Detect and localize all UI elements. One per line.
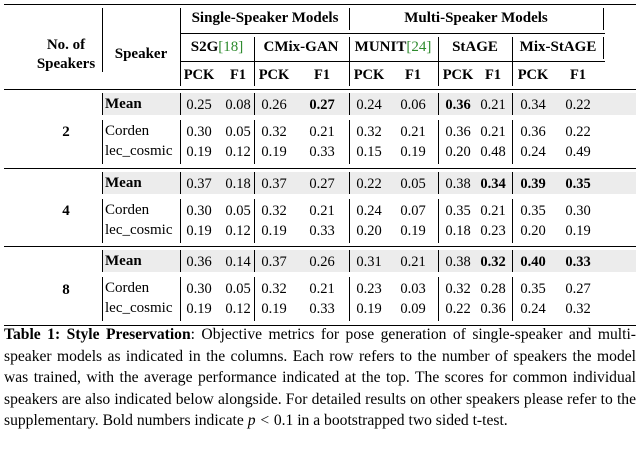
col-divider <box>512 172 513 194</box>
table-cell: 0.37 <box>261 254 287 270</box>
single-speaker-group-header: Single-Speaker Models <box>191 10 339 26</box>
metric-header-f1: F1 <box>569 67 587 83</box>
col-divider <box>349 277 350 321</box>
table-cell: 0.21 <box>480 124 506 140</box>
col-divider <box>254 199 255 243</box>
col-divider <box>512 277 513 321</box>
table-cell: 0.07 <box>400 203 426 219</box>
caption-label: Table 1: <box>4 326 61 343</box>
table-cell: 0.33 <box>309 301 335 317</box>
col-divider <box>102 250 103 272</box>
metric-header-f1: F1 <box>313 67 331 83</box>
metric-header-pck: PCK <box>442 67 474 83</box>
table-cell: 0.34 <box>520 97 546 113</box>
table-cell: 0.12 <box>225 301 251 317</box>
col-divider <box>180 172 181 194</box>
table-cell: 0.21 <box>400 124 426 140</box>
col-divider <box>438 120 439 164</box>
model-header-mix-stage: Mix-StAGE <box>519 39 597 55</box>
table-cell: 0.33 <box>309 144 335 160</box>
table-cell: 0.21 <box>309 203 335 219</box>
table-cell: 0.35 <box>520 203 546 219</box>
col-divider <box>512 37 513 86</box>
col-divider <box>180 8 181 86</box>
mean-row-label: Mean <box>105 96 142 112</box>
col-divider <box>102 8 103 72</box>
mean-row-label: Mean <box>105 253 142 269</box>
table-cell: 0.38 <box>445 176 471 192</box>
table-cell: 0.32 <box>261 281 287 297</box>
table-cell: 0.24 <box>356 203 382 219</box>
table-cell: 0.05 <box>400 176 426 192</box>
table-cell: 0.12 <box>225 144 251 160</box>
table-cell: 0.32 <box>261 203 287 219</box>
metric-header-f1: F1 <box>484 67 502 83</box>
col-divider <box>603 37 604 59</box>
col-divider <box>254 250 255 272</box>
table-cell: 0.19 <box>261 301 287 317</box>
col-divider <box>438 250 439 272</box>
col-divider <box>349 93 350 115</box>
table-cell: 0.18 <box>445 223 471 239</box>
table-cell: 0.06 <box>400 97 426 113</box>
col-divider <box>349 250 350 272</box>
col-divider <box>180 93 181 115</box>
col-divider <box>438 172 439 194</box>
table-cell: 0.22 <box>445 301 471 317</box>
table-cell: 0.19 <box>186 144 212 160</box>
table-cell: 0.40 <box>520 254 546 270</box>
table-cell: 0.24 <box>356 97 382 113</box>
table-cell: 0.08 <box>225 97 251 113</box>
table-cell: 0.30 <box>186 124 212 140</box>
table-cell: 0.19 <box>186 223 212 239</box>
group-header-rule <box>180 33 605 34</box>
table-cell: 0.19 <box>400 144 426 160</box>
col-divider <box>180 199 181 243</box>
table-cell: 0.37 <box>261 176 287 192</box>
table-cell: 0.19 <box>186 301 212 317</box>
col-divider <box>349 37 350 86</box>
table-cell: 0.20 <box>520 223 546 239</box>
table-cell: 0.32 <box>480 254 506 270</box>
col-divider <box>102 93 103 115</box>
caption-math: p < <box>247 412 270 429</box>
col-divider <box>512 250 513 272</box>
table-cell: 0.19 <box>261 223 287 239</box>
table-cell: 0.32 <box>565 301 591 317</box>
table-cell: 0.21 <box>480 97 506 113</box>
caption-title: Style Preservation <box>66 326 191 343</box>
table-cell: 0.24 <box>520 144 546 160</box>
speaker-label: lec_cosmic <box>105 143 173 159</box>
col-divider <box>349 199 350 243</box>
table-cell: 0.21 <box>309 281 335 297</box>
col-divider <box>254 172 255 194</box>
table-cell: 0.25 <box>186 97 212 113</box>
table-cell: 0.36 <box>445 124 471 140</box>
table-top-rule <box>4 4 636 5</box>
table-cell: 0.09 <box>400 301 426 317</box>
table-cell: 0.23 <box>480 223 506 239</box>
col-divider <box>254 277 255 321</box>
speaker-label: Corden <box>105 202 150 218</box>
table-cell: 0.21 <box>309 124 335 140</box>
col-divider <box>438 37 439 86</box>
table-cell: 0.23 <box>356 281 382 297</box>
mean-row-label: Mean <box>105 175 142 191</box>
col-divider <box>512 120 513 164</box>
table-cell: 0.36 <box>480 301 506 317</box>
table-cell: 0.31 <box>356 254 382 270</box>
table-cell: 0.36 <box>445 97 471 113</box>
col-divider <box>603 8 604 30</box>
metric-header-f1: F1 <box>404 67 422 83</box>
table-cell: 0.33 <box>565 254 591 270</box>
col-divider <box>180 250 181 272</box>
table-caption <box>4 324 636 432</box>
table-cell: 0.27 <box>309 97 335 113</box>
metric-header-pck: PCK <box>517 67 549 83</box>
metric-header-pck: PCK <box>258 67 290 83</box>
table-cell: 0.05 <box>225 203 251 219</box>
header-bottom-rule <box>4 89 636 90</box>
model-header-cmix-gan: CMix-GAN <box>263 39 339 55</box>
table-cell: 0.33 <box>309 223 335 239</box>
metric-header-pck: PCK <box>183 67 215 83</box>
caption-text-end: 0.1 in a bootstrapped two sided t-test. <box>273 412 508 429</box>
table-cell: 0.19 <box>400 223 426 239</box>
model-header-stage: StAGE <box>452 39 498 55</box>
speaker-header: Speaker <box>114 46 168 62</box>
table-cell: 0.19 <box>261 144 287 160</box>
col-divider <box>438 199 439 243</box>
model-header-s2g: S2G[18] <box>190 39 244 55</box>
table-cell: 0.05 <box>225 281 251 297</box>
table-cell: 0.03 <box>400 281 426 297</box>
table-cell: 0.22 <box>565 97 591 113</box>
table-cell: 0.21 <box>480 203 506 219</box>
group-num-label: 2 <box>62 124 70 140</box>
col-divider <box>180 120 181 164</box>
col-divider <box>254 37 255 86</box>
model-header-rule <box>180 61 605 62</box>
col-divider <box>349 8 350 30</box>
table-cell: 0.22 <box>565 124 591 140</box>
table-cell: 0.30 <box>186 203 212 219</box>
table-cell: 0.35 <box>565 176 591 192</box>
table-cell: 0.24 <box>520 301 546 317</box>
table-cell: 0.49 <box>565 144 591 160</box>
metric-header-f1: F1 <box>229 67 247 83</box>
table-cell: 0.32 <box>356 124 382 140</box>
col-divider <box>254 120 255 164</box>
col-divider <box>438 277 439 321</box>
group-4-bottom-rule <box>4 246 636 247</box>
table-cell: 0.30 <box>565 203 591 219</box>
multi-speaker-group-header: Multi-Speaker Models <box>404 10 548 26</box>
table-cell: 0.19 <box>356 301 382 317</box>
col-divider <box>512 199 513 243</box>
speaker-label: lec_cosmic <box>105 300 173 316</box>
table-cell: 0.27 <box>565 281 591 297</box>
table-cell: 0.26 <box>261 97 287 113</box>
table-cell: 0.22 <box>356 176 382 192</box>
table-cell: 0.35 <box>445 203 471 219</box>
table-cell: 0.39 <box>520 176 546 192</box>
col-divider <box>180 277 181 321</box>
table-cell: 0.36 <box>186 254 212 270</box>
col-divider <box>254 93 255 115</box>
table-cell: 0.32 <box>261 124 287 140</box>
col-divider <box>512 93 513 115</box>
speaker-label: Corden <box>105 123 150 139</box>
table-cell: 0.21 <box>400 254 426 270</box>
table-cell: 0.20 <box>356 223 382 239</box>
table-cell: 0.38 <box>445 254 471 270</box>
col-divider <box>102 277 103 321</box>
table-cell: 0.20 <box>445 144 471 160</box>
caption-text: : Objective metrics for pose generation of single-speaker and multi-speaker models as indicated in the columns. Each row refers to the number of speakers the model was trained, with the average performance indicated at the top. The scores for common individual speakers are also indicated below alongside. For detailed results on other speakers please refer to the supplementary. Bold numbers indicate <box>4 326 636 429</box>
col-divider <box>349 120 350 164</box>
table-cell: 0.05 <box>225 124 251 140</box>
group-num-label: 8 <box>62 282 70 298</box>
table-cell: 0.28 <box>480 281 506 297</box>
speaker-label: lec_cosmic <box>105 222 173 238</box>
group-2-bottom-rule <box>4 168 636 169</box>
num-speakers-header: No. of Speakers <box>36 37 96 72</box>
metric-header-pck: PCK <box>353 67 385 83</box>
table-cell: 0.48 <box>480 144 506 160</box>
col-divider <box>438 93 439 115</box>
table-cell: 0.37 <box>186 176 212 192</box>
table-cell: 0.30 <box>186 281 212 297</box>
table-cell: 0.12 <box>225 223 251 239</box>
table-cell: 0.36 <box>520 124 546 140</box>
table-cell: 0.32 <box>445 281 471 297</box>
col-divider <box>102 172 103 194</box>
table-cell: 0.26 <box>309 254 335 270</box>
table-cell: 0.34 <box>480 176 506 192</box>
model-header-munit: MUNIT[24] <box>354 39 432 55</box>
table-cell: 0.15 <box>356 144 382 160</box>
table-cell: 0.35 <box>520 281 546 297</box>
speaker-label: Corden <box>105 280 150 296</box>
table-cell: 0.27 <box>309 176 335 192</box>
table-cell: 0.14 <box>225 254 251 270</box>
table-cell: 0.18 <box>225 176 251 192</box>
table-cell: 0.19 <box>565 223 591 239</box>
col-divider <box>102 199 103 243</box>
col-divider <box>102 120 103 164</box>
col-divider <box>349 172 350 194</box>
group-num-label: 4 <box>62 203 70 219</box>
